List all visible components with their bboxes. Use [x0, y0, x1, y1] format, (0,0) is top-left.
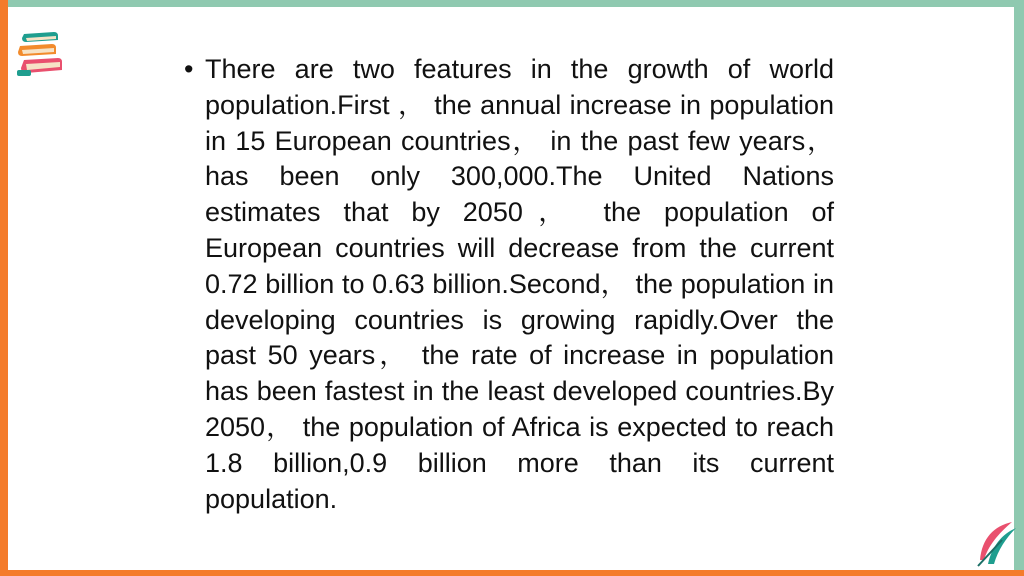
bullet-marker: • — [184, 54, 194, 84]
top-border — [0, 0, 1024, 7]
slide-content — [184, 52, 834, 517]
right-border — [1014, 0, 1024, 576]
books-stack-icon — [14, 30, 64, 78]
bottom-border — [0, 570, 1024, 576]
left-border — [0, 0, 8, 576]
bullet-item — [184, 52, 834, 517]
feather-quill-icon — [972, 520, 1020, 570]
body-paragraph: There are two features in the growth of world population.First ， the annual increase in population in 15 European countries， in the past few years， has been only 300,000.The United Nations estimates that by 2050， the population of European countries will decrease from the current 0.72 billion to 0.63 billion.Second， the population in developing countries is growing rapidly.Over the past 50 years， the rate of increase in population has been fastest in the least developed countries.By 2050， the population of Africa is expected to reach 1.8 billion,0.9 billion more than its current population. — [205, 54, 834, 514]
